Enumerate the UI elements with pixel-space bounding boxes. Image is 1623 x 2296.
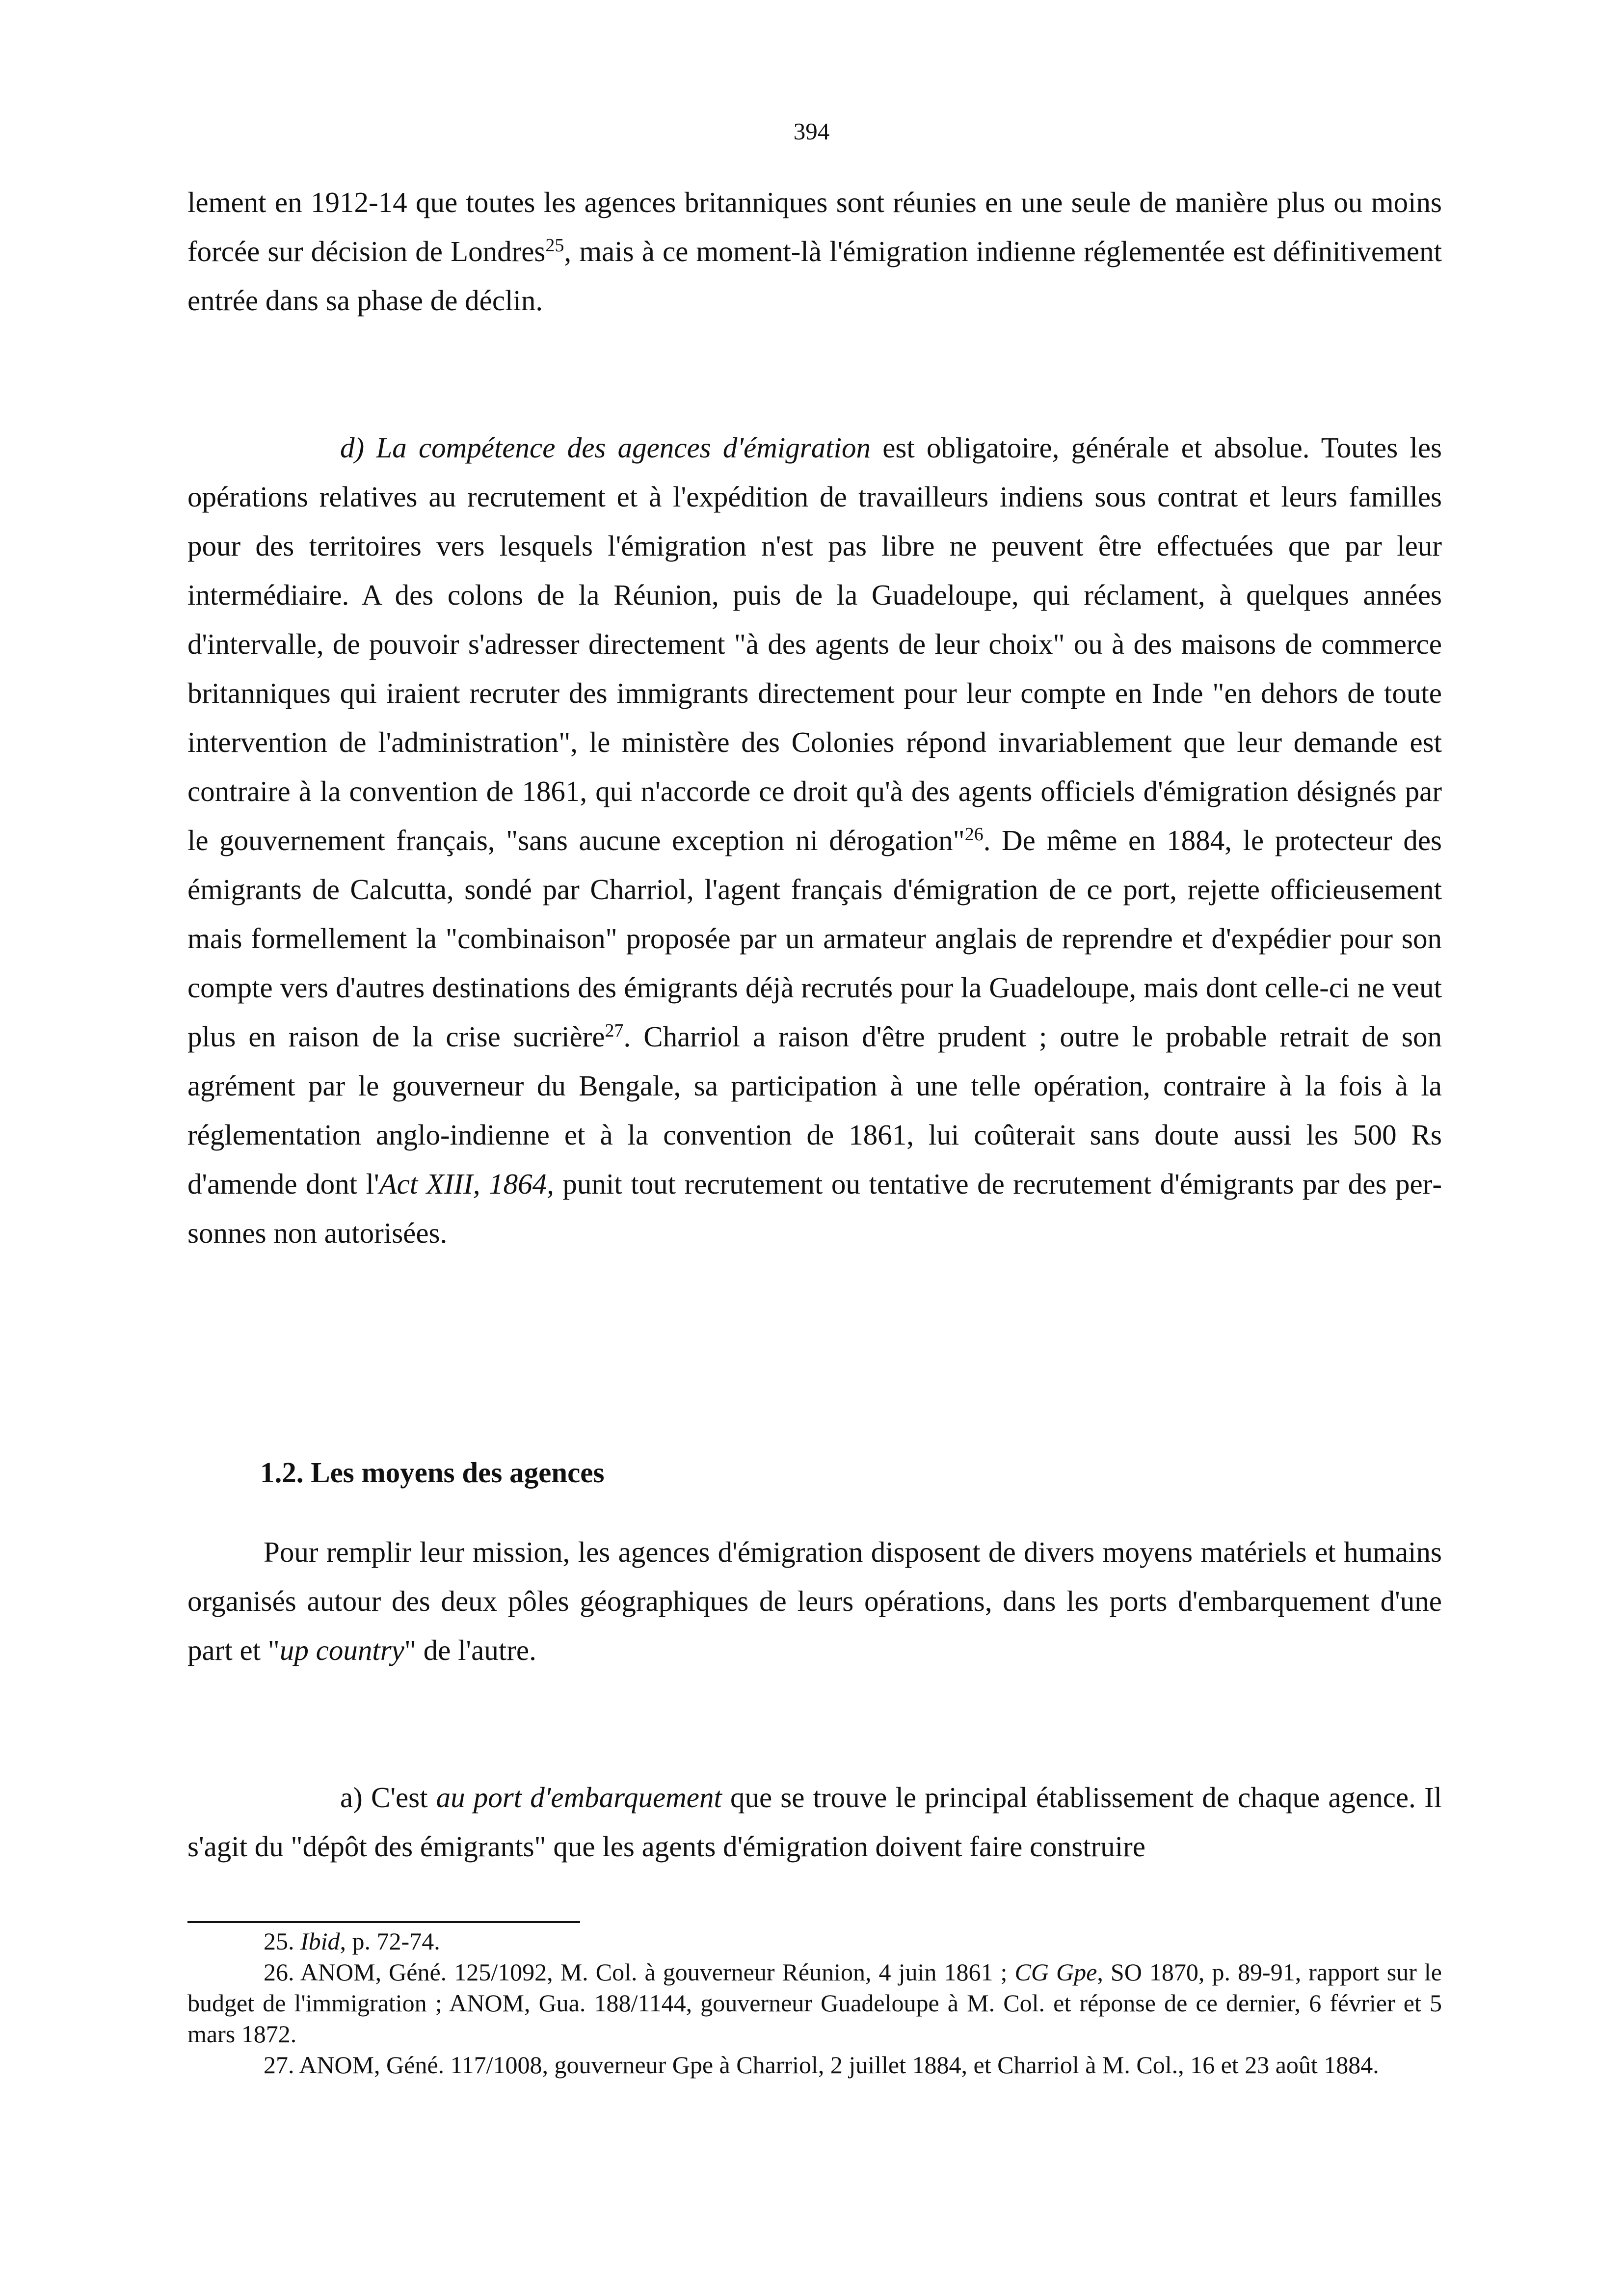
italic-lead: d) La compétence des agences d'émigration bbox=[340, 431, 871, 464]
paragraph-text: Pour remplir leur mission, les agences d'émigration disposent de divers moyens matériels et humains organisés autour des deux pôles géographiques de leurs opérations, dans les ports d'embarquement d'une part et " bbox=[187, 1536, 1442, 1666]
paragraph-text: " de l'autre. bbox=[404, 1634, 536, 1666]
italic-act: Act XIII, 1864, bbox=[379, 1168, 554, 1200]
paragraph-text: est obligatoire, générale et absolue. Toutes les opérations relatives au recrutement et à l'expédition de travailleurs indiens sous contrat et leurs familles pour des territoires vers lesquels l'émigration n'est pas libre ne peuvent être effectuées que par leur intermédiaire. A des colons de la Réunion, puis de la Guadeloupe, qui réclament, à quelques années d'intervalle, de pouvoir s'adresser directement "à des agents de leur choix" ou à des maisons de commerce britanniques qui iraient recruter des immigrants directement pour leur compte en Inde "en dehors de toute intervention de l'administration", le ministère des Colonies répond invariablement que leur demande est contraire à la convention de 1861, qui n'accorde ce droit qu'à des agents officiels d'émigration désignés par le gouvernement français, "sans aucune exception ni dérogation" bbox=[187, 431, 1442, 856]
footnote-text: , SO 1870, p. 89-91, rapport sur le budget de l'immigration ; ANOM, Gua. 188/1144, gouverneur Guadeloupe à M. Col. et réponse de ce dernier, 6 février et 5 mars 1872. bbox=[187, 1958, 1442, 2048]
footnote-26 bbox=[187, 1957, 1442, 2050]
paragraph-port-embarquement bbox=[187, 1773, 1442, 1871]
footnotes bbox=[187, 1926, 1442, 2081]
footnote-25 bbox=[187, 1926, 1442, 1957]
paragraph-text: lement en 1912-14 que toutes les agences britanniques sont réunies en une seule de manière plus ou moins forcée sur décision de Londres bbox=[187, 186, 1442, 267]
footnote-italic: CG Gpe bbox=[1014, 1958, 1097, 1986]
footnote-separator bbox=[187, 1921, 580, 1923]
paragraph-text: . De même en 1884, le protecteur des émigrants de Calcutta, sondé par Charriol, l'agent français d'émigration de ce port, rejette officieusement mais formellement la "combinaison" proposée par un armateur anglais de reprendre et d'expédier pour son compte vers d'autres destinations des émigrants déjà recrutés pour la Guadeloupe, mais dont celle-ci ne veut plus en raison de la crise sucrière bbox=[187, 824, 1442, 1053]
paragraph-text: . Charriol a raison d'être prudent ; outre le probable retrait de son agrément par le gouverneur du Bengale, sa participation à une telle opération, contraire à la fois à la réglementation anglo-indienne et à la convention de 1861, lui coûterait sans doute aussi les 500 Rs d'amende dont l' bbox=[187, 1020, 1442, 1200]
page-number: 394 bbox=[793, 118, 830, 145]
footnote-text: 26. ANOM, Géné. 125/1092, M. Col. à gouverneur Réunion, 4 juin 1861 ; bbox=[264, 1958, 1015, 1986]
paragraph-text: que se trouve le principal établissement de chaque agence. Il s'agit du "dépôt des émigrants" que les agents d'émigration doivent faire construire bbox=[187, 1781, 1442, 1863]
footnote-text: 25. bbox=[264, 1927, 300, 1955]
footnote-text: , p. 72-74. bbox=[340, 1927, 440, 1955]
paragraph-text: a) C'est bbox=[340, 1781, 436, 1814]
footnote-text: 27. ANOM, Géné. 117/1008, gouverneur Gpe à Charriol, 2 juillet 1884, et Charriol à M. Col., 16 et 23 août 1884. bbox=[264, 2051, 1379, 2079]
paragraph-moyens bbox=[187, 1527, 1442, 1675]
paragraph-text: , mais à ce moment-là l'émigration indienne réglementée est définitivement entrée dans sa phase de déclin. bbox=[187, 235, 1442, 317]
paragraph-agences-reunies bbox=[187, 178, 1442, 325]
footnote-27 bbox=[187, 2050, 1442, 2081]
paragraph-competence-agences bbox=[187, 423, 1442, 1257]
footnote-ref-26[interactable]: 26 bbox=[964, 824, 984, 845]
footnote-ibid: Ibid bbox=[300, 1927, 340, 1955]
paragraph-text: punit tout recrutement ou tentative de recrutement d'émigrants par des personnes non autorisées. bbox=[187, 1168, 1442, 1249]
section-heading: 1.2. Les moyens des agences bbox=[260, 1456, 605, 1489]
italic-up-country: up country bbox=[279, 1634, 404, 1666]
footnote-ref-25[interactable]: 25 bbox=[545, 235, 564, 256]
italic-port: au port d'embarquement bbox=[436, 1781, 722, 1814]
footnote-ref-27[interactable]: 27 bbox=[605, 1020, 624, 1041]
